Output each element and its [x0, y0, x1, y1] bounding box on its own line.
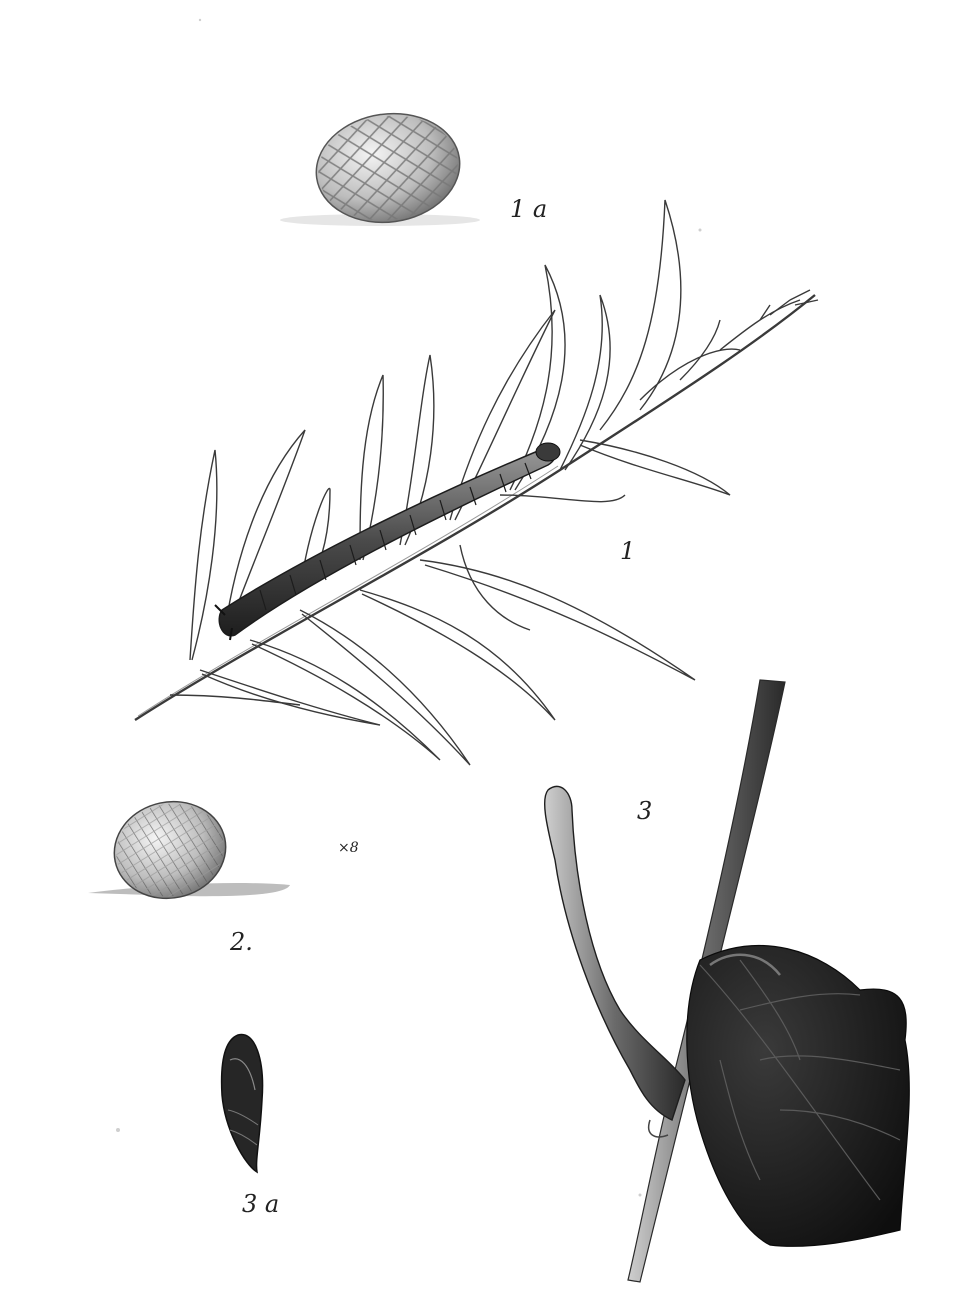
label-fig-1: 1 [620, 537, 636, 565]
larva-figure-1 [215, 443, 560, 640]
twig-larva-figure-3 [545, 680, 910, 1282]
pupa-figure-3a [222, 1034, 263, 1172]
label-fig-1a: 1 a [510, 195, 548, 223]
egg-figure-2 [88, 791, 290, 908]
label-fig-3: 3 [637, 797, 653, 825]
egg-figure-1a [280, 105, 480, 232]
label-magnification: ×8 [338, 840, 359, 856]
label-fig-2: 2. [230, 928, 253, 956]
label-fig-3a: 3 a [242, 1190, 280, 1218]
